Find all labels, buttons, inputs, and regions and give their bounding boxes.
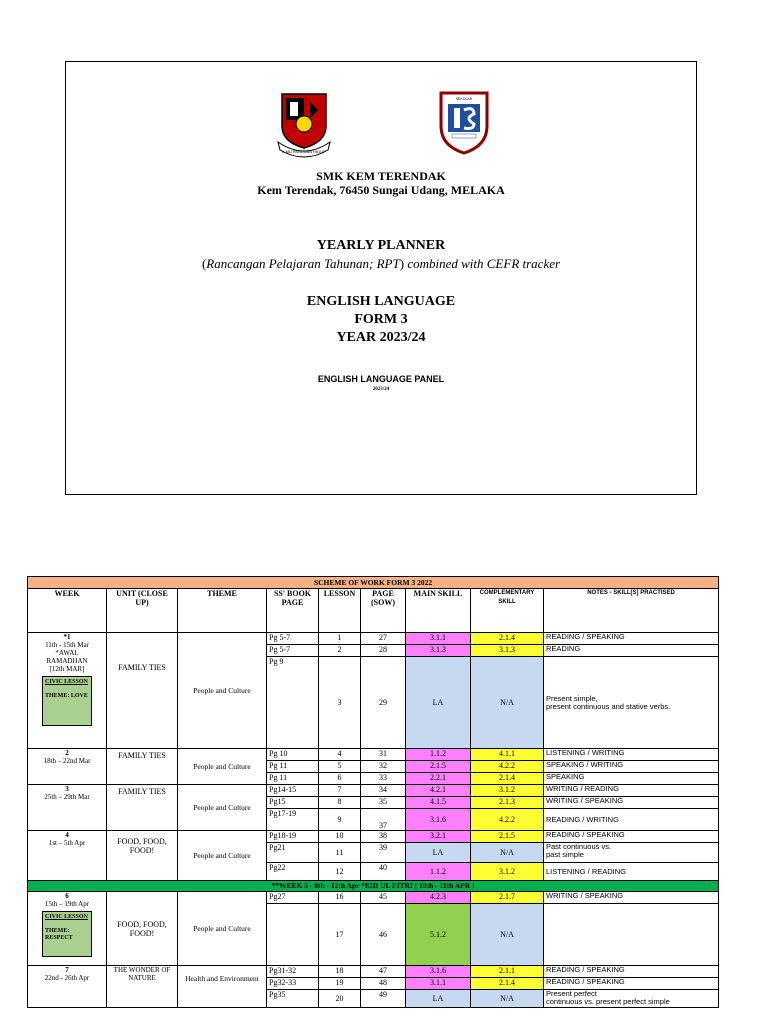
week-cell-2 bbox=[28, 749, 107, 785]
week-number: 7 bbox=[65, 966, 69, 974]
book-page: Pg 9 bbox=[267, 657, 319, 749]
notes: READING bbox=[544, 645, 719, 657]
panel-year: 2023/24 bbox=[372, 387, 390, 392]
book-page: Pg18-19 bbox=[267, 831, 319, 843]
lesson-num: 12 bbox=[319, 863, 361, 881]
notes: WRITING / SPEAKING bbox=[544, 797, 719, 809]
comp-skill: 3.1.2 bbox=[471, 863, 544, 881]
school-badge-logo bbox=[438, 90, 490, 156]
notes: SPEAKING bbox=[544, 773, 719, 785]
week-number: 3 bbox=[65, 785, 69, 793]
week-cell-6 bbox=[28, 892, 107, 966]
main-skill: LA bbox=[406, 657, 471, 749]
subtitle-open: ( bbox=[201, 256, 207, 271]
main-skill: 1.1.2 bbox=[406, 863, 471, 881]
civic-theme: THEME: RESPECT bbox=[45, 928, 73, 941]
theme-cell: People and Culture bbox=[178, 749, 267, 785]
main-skill: 4.2.3 bbox=[406, 892, 471, 904]
comp-skill: 3.1.3 bbox=[471, 645, 544, 657]
week-note: [12th MAR] bbox=[49, 665, 85, 673]
header-lesson: LESSON bbox=[319, 589, 361, 633]
book-page: Pg14-15 bbox=[267, 785, 319, 797]
lesson-num: 20 bbox=[319, 990, 361, 1008]
planner-subtitle bbox=[66, 256, 696, 272]
lesson-num: 7 bbox=[319, 785, 361, 797]
page-sow: 37 bbox=[361, 809, 406, 831]
comp-skill: 2.1.1 bbox=[471, 966, 544, 978]
comp-skill: N/A bbox=[471, 843, 544, 863]
notes: READING / SPEAKING bbox=[544, 633, 719, 645]
header-page-sow: PAGE (SOW) bbox=[361, 589, 406, 633]
page-sow: 46 bbox=[361, 904, 406, 966]
lesson-num: 8 bbox=[319, 797, 361, 809]
table-row bbox=[28, 892, 719, 904]
page-sow: 34 bbox=[361, 785, 406, 797]
unit-cell: THE WONDER OF NATURE bbox=[107, 966, 178, 1008]
book-page: Pg21 bbox=[267, 843, 319, 863]
subtitle-italic-2: combined with CEFR tracker bbox=[404, 256, 561, 271]
civic-label: CIVIC LESSON bbox=[45, 679, 88, 685]
notes: WRITING / SPEAKING bbox=[544, 892, 719, 904]
book-page: Pg 11 bbox=[267, 773, 319, 785]
header-comp-skill: COMPLEMENTARY SKILL bbox=[471, 589, 544, 633]
logo2-text: SEKOLAH bbox=[455, 97, 473, 101]
unit-cell: FOOD, FOOD, FOOD! bbox=[107, 831, 178, 881]
subtitle-italic-1: Rancangan Pelajaran Tahunan; RPT bbox=[206, 256, 400, 271]
comp-skill: N/A bbox=[471, 904, 544, 966]
lesson-num: 5 bbox=[319, 761, 361, 773]
logo1-motto: ILMU PANDUAN HIDUP bbox=[282, 149, 326, 154]
book-page: Pg31-32 bbox=[267, 966, 319, 978]
week-note: RAMADHAN bbox=[46, 657, 88, 665]
page-sow: 27 bbox=[361, 633, 406, 645]
notes-line: past simple bbox=[546, 850, 584, 859]
scheme-of-work-table bbox=[27, 576, 719, 1008]
header-book-page: SS' BOOK PAGE bbox=[267, 589, 319, 633]
school-address: Kem Terendak, 76450 Sungai Udang, MELAKA bbox=[257, 183, 505, 197]
week-dates: 25th – 29th Mar bbox=[44, 793, 90, 801]
lesson-num: 1 bbox=[319, 633, 361, 645]
notes-line: Past continuous vs. bbox=[546, 842, 612, 851]
header-notes: NOTES - SKILL[S] PRACTISED bbox=[544, 589, 719, 633]
book-page: Pg35 bbox=[267, 990, 319, 1008]
week5-banner: **WEEK 5 - 8th - 12th Apr *EID UL FITRI [ 10th - 11th APR ] bbox=[28, 881, 719, 892]
week-number: *1 bbox=[63, 633, 71, 641]
page-sow: 32 bbox=[361, 761, 406, 773]
theme-cell: People and Culture bbox=[178, 785, 267, 831]
comp-skill: 2.1.4 bbox=[471, 773, 544, 785]
header-row bbox=[28, 589, 719, 633]
page-sow: 48 bbox=[361, 978, 406, 990]
lesson-num: 2 bbox=[319, 645, 361, 657]
page-sow: 49 bbox=[361, 990, 406, 1008]
table-title-row bbox=[28, 577, 719, 589]
page-sow: 45 bbox=[361, 892, 406, 904]
book-page: Pg 5-7 bbox=[267, 633, 319, 645]
week-dates: 15th – 19th Apr bbox=[44, 900, 90, 908]
lesson-num: 11 bbox=[319, 843, 361, 863]
page-sow: 31 bbox=[361, 749, 406, 761]
lesson-num: 18 bbox=[319, 966, 361, 978]
notes: LISTENING / WRITING bbox=[544, 749, 719, 761]
unit-cell: FAMILY TIES bbox=[107, 749, 178, 785]
comp-skill: 2.1.7 bbox=[471, 892, 544, 904]
comp-skill: 4.2.2 bbox=[471, 761, 544, 773]
notes bbox=[544, 904, 719, 966]
table-row bbox=[28, 966, 719, 978]
lesson-num: 9 bbox=[319, 809, 361, 831]
book-page: Pg27 bbox=[267, 892, 319, 904]
school-crest-logo bbox=[276, 90, 332, 160]
civic-label: CIVIC LESSON bbox=[45, 914, 88, 920]
week-cell-1 bbox=[28, 633, 107, 749]
page-sow: 47 bbox=[361, 966, 406, 978]
notes bbox=[544, 990, 719, 1008]
book-page bbox=[267, 904, 319, 966]
week5-banner-row bbox=[28, 881, 719, 892]
school-name: SMK KEM TERENDAK bbox=[316, 169, 446, 183]
lesson-num: 10 bbox=[319, 831, 361, 843]
week-cell-3 bbox=[28, 785, 107, 831]
week-dates: 18th – 22nd Mar bbox=[43, 757, 91, 765]
page-sow: 40 bbox=[361, 863, 406, 881]
table-row bbox=[28, 831, 719, 843]
page-sow: 29 bbox=[361, 657, 406, 749]
page-sow: 28 bbox=[361, 645, 406, 657]
notes: READING / WRITING bbox=[544, 809, 719, 831]
header-unit: UNIT (CLOSE UP) bbox=[107, 589, 178, 633]
week-number: 2 bbox=[65, 749, 69, 757]
panel-name: ENGLISH LANGUAGE PANEL bbox=[317, 374, 445, 384]
planner-title: YEARLY PLANNER bbox=[316, 238, 446, 253]
notes: WRITING / READING bbox=[544, 785, 719, 797]
notes: READING / SPEAKING bbox=[544, 831, 719, 843]
unit-cell: FAMILY TIES bbox=[107, 785, 178, 831]
comp-skill: 3.1.2 bbox=[471, 785, 544, 797]
page-sow: 33 bbox=[361, 773, 406, 785]
lesson-num: 17 bbox=[319, 904, 361, 966]
comp-skill: 2.1.4 bbox=[471, 978, 544, 990]
header-week: WEEK bbox=[28, 589, 107, 633]
lesson-num: 16 bbox=[319, 892, 361, 904]
week-note: *AWAL bbox=[55, 649, 79, 657]
civic-lesson-box bbox=[42, 676, 92, 726]
table-title: SCHEME OF WORK FORM 3 2022 bbox=[28, 577, 719, 589]
main-skill: 4.2.1 bbox=[406, 785, 471, 797]
main-skill: 3.1.1 bbox=[406, 633, 471, 645]
lesson-num: 3 bbox=[319, 657, 361, 749]
subject-title: ENGLISH LANGUAGE bbox=[306, 294, 456, 309]
week-dates: 22nd - 26th Apr bbox=[44, 974, 90, 982]
notes-line: present continuous and stative verbs. bbox=[546, 701, 671, 711]
week-dates: 1st – 5th Apr bbox=[48, 839, 86, 847]
unit-cell: FOOD, FOOD, FOOD! bbox=[107, 892, 178, 966]
week-number: 6 bbox=[65, 892, 69, 900]
header-main-skill: MAIN SKILL bbox=[406, 589, 471, 633]
logos bbox=[66, 90, 696, 160]
page-sow: 35 bbox=[361, 797, 406, 809]
main-skill: 3.1.6 bbox=[406, 966, 471, 978]
main-skill: 1.1.2 bbox=[406, 749, 471, 761]
main-skill: 3.2.1 bbox=[406, 831, 471, 843]
comp-skill: 4.1.1 bbox=[471, 749, 544, 761]
theme-cell: Health and Environment bbox=[178, 966, 267, 1008]
book-page: Pg 10 bbox=[267, 749, 319, 761]
book-page: Pg15 bbox=[267, 797, 319, 809]
book-page: Pg22 bbox=[267, 863, 319, 881]
comp-skill: 2.1.4 bbox=[471, 633, 544, 645]
unit-cell: FAMILY TIES bbox=[107, 633, 178, 749]
theme-cell: People and Culture bbox=[178, 831, 267, 881]
notes: READING / SPEAKING bbox=[544, 966, 719, 978]
notes-line: continuous vs. present perfect simple bbox=[546, 997, 670, 1006]
book-page: Pg32-33 bbox=[267, 978, 319, 990]
week-cell-7 bbox=[28, 966, 107, 1008]
main-skill: 3.1.3 bbox=[406, 645, 471, 657]
table-row bbox=[28, 749, 719, 761]
main-skill: 2.1.5 bbox=[406, 761, 471, 773]
civic-theme: THEME: LOVE bbox=[45, 693, 88, 699]
lesson-num: 4 bbox=[319, 749, 361, 761]
notes bbox=[544, 657, 719, 749]
page-sow: 38 bbox=[361, 831, 406, 843]
notes bbox=[544, 843, 719, 863]
theme-cell: People and Culture bbox=[178, 633, 267, 749]
civic-lesson-box bbox=[42, 911, 92, 957]
main-skill: LA bbox=[406, 843, 471, 863]
notes: SPEAKING / WRITING bbox=[544, 761, 719, 773]
comp-skill: 2.1.5 bbox=[471, 831, 544, 843]
book-page: Pg 5-7 bbox=[267, 645, 319, 657]
notes: READING / SPEAKING bbox=[544, 978, 719, 990]
comp-skill: 2.1.3 bbox=[471, 797, 544, 809]
main-skill: 3.1.6 bbox=[406, 809, 471, 831]
table-row bbox=[28, 785, 719, 797]
theme-cell: People and Culture bbox=[178, 892, 267, 966]
book-page: Pg17-19 bbox=[267, 809, 319, 831]
week-dates: 11th - 15th Mar bbox=[45, 641, 89, 649]
week-number: 4 bbox=[65, 831, 69, 839]
subtitle-close: ) bbox=[399, 256, 405, 271]
main-skill: LA bbox=[406, 990, 471, 1008]
main-skill: 2.2.1 bbox=[406, 773, 471, 785]
notes: LISTENING / READING bbox=[544, 863, 719, 881]
cover-page bbox=[65, 61, 697, 495]
comp-skill: N/A bbox=[471, 990, 544, 1008]
header-theme: THEME bbox=[178, 589, 267, 633]
main-skill: 4.1.5 bbox=[406, 797, 471, 809]
comp-skill: N/A bbox=[471, 657, 544, 749]
year-title: YEAR 2023/24 bbox=[336, 330, 426, 345]
main-skill: 5.1.2 bbox=[406, 904, 471, 966]
notes-line: Present perfect bbox=[546, 989, 597, 998]
notes-line: Present simple, bbox=[546, 693, 598, 703]
main-skill: 3.1.1 bbox=[406, 978, 471, 990]
book-page: Pg 11 bbox=[267, 761, 319, 773]
lesson-num: 6 bbox=[319, 773, 361, 785]
form-title: FORM 3 bbox=[354, 312, 408, 327]
week-cell-4 bbox=[28, 831, 107, 881]
lesson-num: 19 bbox=[319, 978, 361, 990]
comp-skill: 4.2.2 bbox=[471, 809, 544, 831]
page-sow: 39 bbox=[361, 843, 406, 863]
table-row bbox=[28, 633, 719, 645]
